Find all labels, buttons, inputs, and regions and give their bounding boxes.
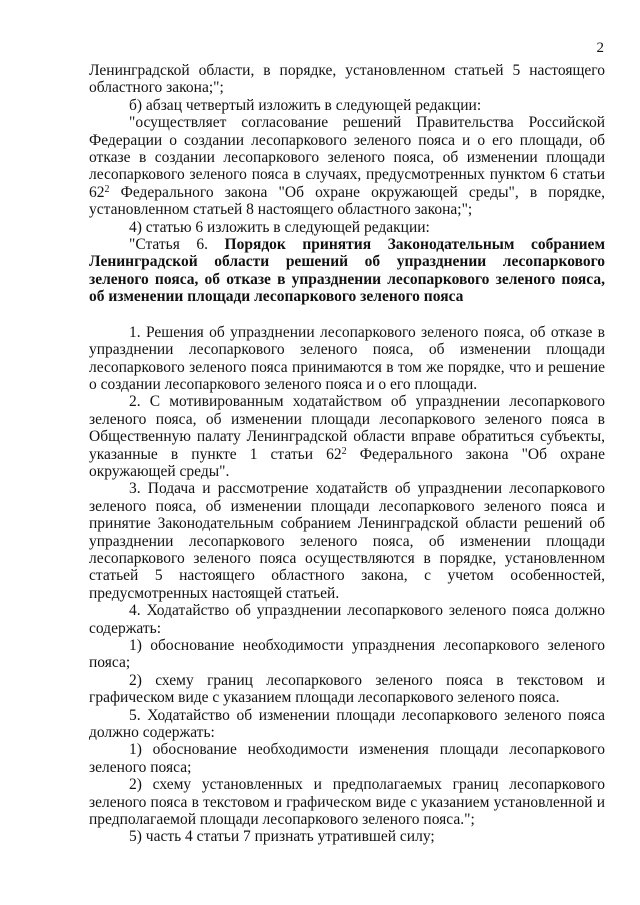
paragraph: 2) схему установленных и предполагаемых границ лесопаркового зеленого пояса в текстовом и графическом виде с указанием установленной и предполагаемой площади лесопаркового зеленого пояса."; (89, 776, 605, 829)
article-heading-prefix: "Статья 6. (129, 236, 225, 254)
paragraph: б) абзац четвертый изложить в следующей редакции: (129, 96, 482, 114)
page-number: 2 (596, 40, 604, 56)
article-heading (89, 236, 605, 306)
paragraph-gap (89, 306, 605, 324)
paragraph: Ленинградской области, в порядке, установленном статьей 5 настоящего областного закона;"; (89, 62, 605, 97)
paragraph: 2) схему границ лесопаркового зеленого пояса в текстовом и графическом виде с указанием площади лесопаркового зеленого пояса. (89, 671, 605, 707)
paragraph: 5) часть 4 статьи 7 признать утратившей силу; (129, 828, 435, 846)
paragraph: 5. Ходатайство об изменении площади лесопаркового зеленого пояса должно содержать: (89, 706, 605, 742)
paragraph: 1) обоснование необходимости упразднения лесопаркового зеленого пояса; (89, 637, 605, 672)
paragraph: "осуществляет согласование решений Правительства Российской Федерации о создании лесопаркового зеленого пояса и о его площади, об отказе в создании лесопаркового зеленого пояса, об изменении площади лесопаркового зеленого пояса в случаях, предусмотренных пунктом 6 статьи $62^2$ Федерального закона "Об охране окружающей среды", в порядке, установленном статьей 8 настоящего областного закона;"; (89, 114, 605, 219)
paragraph: 2. С мотивированным ходатайством об упразднении лесопаркового зеленого пояса, об изменении площади лесопаркового зеленого пояса в Общественную палату Ленинградской области вправе обратиться субъекты, указанные в пункте 1 статьи $62^2$ Федерального закона "Об охране окружающей среды". (89, 393, 605, 480)
paragraph: 1. Решения об упразднении лесопаркового зеленого пояса, об отказе в упразднении лесопаркового зеленого пояса, об изменении площади лесопаркового зеленого пояса принимаются в том же порядке, что и решение о создании лесопаркового зеленого пояса и о его площади. (89, 323, 605, 393)
paragraph: 1) обоснование необходимости изменения площади лесопаркового зеленого пояса; (89, 741, 605, 776)
document-body (89, 62, 605, 846)
paragraph: 4. Ходатайство об упразднении лесопаркового зеленого пояса должно содержать: (89, 602, 605, 637)
paragraph: 3. Подача и рассмотрение ходатайств об упразднении лесопаркового зеленого пояса, об изменении площади лесопаркового зеленого пояса и принятие Законодательным собранием Ленинградской области решений об упразднении лесопаркового зеленого пояса, об изменении площади лесопаркового зеленого пояса осуществляются в порядке, установленном статьей 5 настоящего областного закона, с учетом особенностей, предусмотренных настоящей статьей. (89, 480, 605, 602)
article-heading-title: Порядок принятия Законодательным собранием Ленинградской области решений об упразднении лесопаркового зеленого пояса, об отказе в упразднении лесопаркового зеленого пояса, об изменении площади лесопаркового зеленого пояса (89, 236, 605, 306)
paragraph: 4) статью 6 изложить в следующей редакции: (129, 218, 430, 236)
